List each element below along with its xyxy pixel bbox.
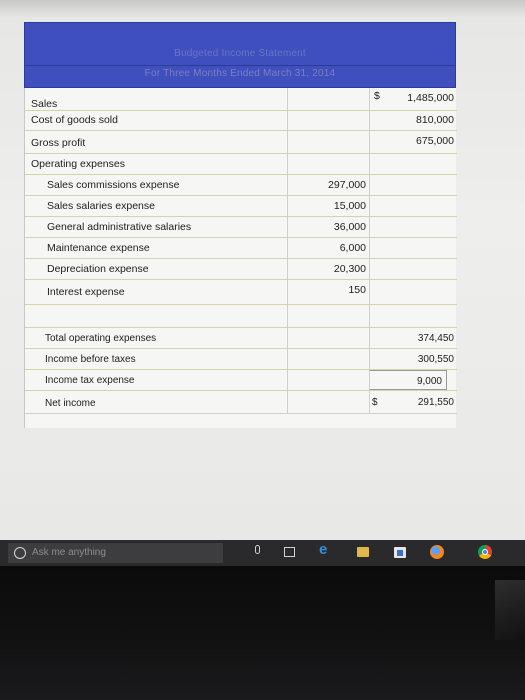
- row-label: Cost of goods sold: [31, 114, 118, 126]
- row-label: General administrative salaries: [47, 221, 192, 233]
- row-blank: [25, 305, 457, 328]
- cell-col2[interactable]: 675,000: [369, 131, 458, 153]
- row-label: Sales: [31, 98, 58, 110]
- top-shadow: [0, 0, 525, 18]
- cell-col2[interactable]: [369, 259, 458, 279]
- dollar-sign: $: [372, 397, 378, 408]
- cell-col1[interactable]: [287, 391, 370, 413]
- budget-worksheet: [24, 22, 456, 428]
- cell-col2[interactable]: 300,550: [369, 349, 458, 369]
- cell-col1[interactable]: 6,000: [287, 238, 370, 258]
- cell-col1[interactable]: [287, 131, 370, 153]
- row-sales-commissions: [25, 175, 457, 196]
- search-placeholder: Ask me anything: [32, 547, 106, 558]
- microphone-icon[interactable]: [251, 545, 265, 559]
- statement-period: For Three Months Ended March 31, 2014: [144, 68, 336, 79]
- cell-col1[interactable]: [287, 349, 370, 369]
- row-label: Sales salaries expense: [47, 200, 155, 212]
- row-gross-profit: [25, 131, 457, 154]
- row-total-operating-expenses: [25, 328, 457, 349]
- firefox-icon[interactable]: [430, 545, 444, 559]
- monitor-bezel: [0, 566, 525, 700]
- cell-col2[interactable]: [369, 175, 458, 195]
- row-maintenance: [25, 238, 457, 259]
- cell-col1[interactable]: [287, 328, 370, 348]
- file-explorer-icon[interactable]: [356, 545, 370, 559]
- statement-header: [24, 22, 456, 88]
- cell-col2[interactable]: 374,450: [369, 328, 458, 348]
- row-label: Sales commissions expense: [47, 179, 180, 191]
- cell-col2[interactable]: $ 1,485,000: [369, 88, 458, 110]
- cell-col1[interactable]: [287, 110, 370, 130]
- bezel-reflection: [495, 580, 525, 640]
- header-rule: [25, 65, 455, 66]
- cell-col1[interactable]: [287, 305, 370, 327]
- cell-col1[interactable]: 36,000: [287, 217, 370, 237]
- row-interest: [25, 280, 457, 305]
- cell-col2[interactable]: 810,000: [369, 110, 458, 130]
- cell-col2[interactable]: [369, 154, 458, 174]
- row-label: Income before taxes: [45, 354, 136, 365]
- cell-col2[interactable]: [369, 305, 458, 327]
- cell-col1[interactable]: 297,000: [287, 175, 370, 195]
- cell-col1[interactable]: [287, 370, 370, 390]
- dollar-sign: $: [374, 90, 380, 102]
- cell-col1[interactable]: [287, 154, 370, 174]
- task-view-icon[interactable]: [283, 545, 297, 559]
- row-depreciation: [25, 259, 457, 280]
- cell-col1[interactable]: 15,000: [287, 196, 370, 216]
- cell-col2[interactable]: $ 291,550: [369, 391, 458, 413]
- store-icon[interactable]: [393, 545, 407, 559]
- statement-grid: [24, 88, 456, 428]
- row-label: Income tax expense: [45, 375, 135, 386]
- row-income-tax-expense: [25, 370, 457, 391]
- cell-col1[interactable]: 20,300: [287, 259, 370, 279]
- row-net-income: [25, 391, 457, 414]
- row-general-admin-salaries: [25, 217, 457, 238]
- row-cogs: [25, 110, 457, 131]
- row-label: Total operating expenses: [45, 333, 157, 344]
- row-label: Interest expense: [47, 286, 125, 298]
- row-income-before-taxes: [25, 349, 457, 370]
- edge-browser-icon[interactable]: e: [319, 541, 328, 558]
- statement-name: Budgeted Income Statement: [174, 48, 306, 59]
- row-sales-salaries: [25, 196, 457, 217]
- row-operating-expenses-header: [25, 154, 457, 175]
- windows-taskbar: [0, 540, 525, 566]
- cell-col2[interactable]: [369, 238, 458, 258]
- search-circle-icon: [14, 547, 26, 559]
- cell-col2[interactable]: [369, 280, 458, 304]
- cell-col1[interactable]: [287, 88, 370, 110]
- row-label: Net income: [45, 398, 96, 409]
- cell-col2[interactable]: [369, 217, 458, 237]
- cell-col2[interactable]: [369, 196, 458, 216]
- cortana-search-box[interactable]: [8, 543, 223, 563]
- cell-col1[interactable]: 150: [287, 280, 370, 304]
- row-label: Maintenance expense: [47, 242, 150, 254]
- chrome-icon[interactable]: [478, 545, 492, 559]
- row-label: Gross profit: [31, 137, 86, 149]
- cell-col2-selected[interactable]: 9,000: [369, 370, 447, 390]
- row-sales: [25, 88, 457, 111]
- row-label: Operating expenses: [31, 158, 125, 170]
- row-label: Depreciation expense: [47, 263, 149, 275]
